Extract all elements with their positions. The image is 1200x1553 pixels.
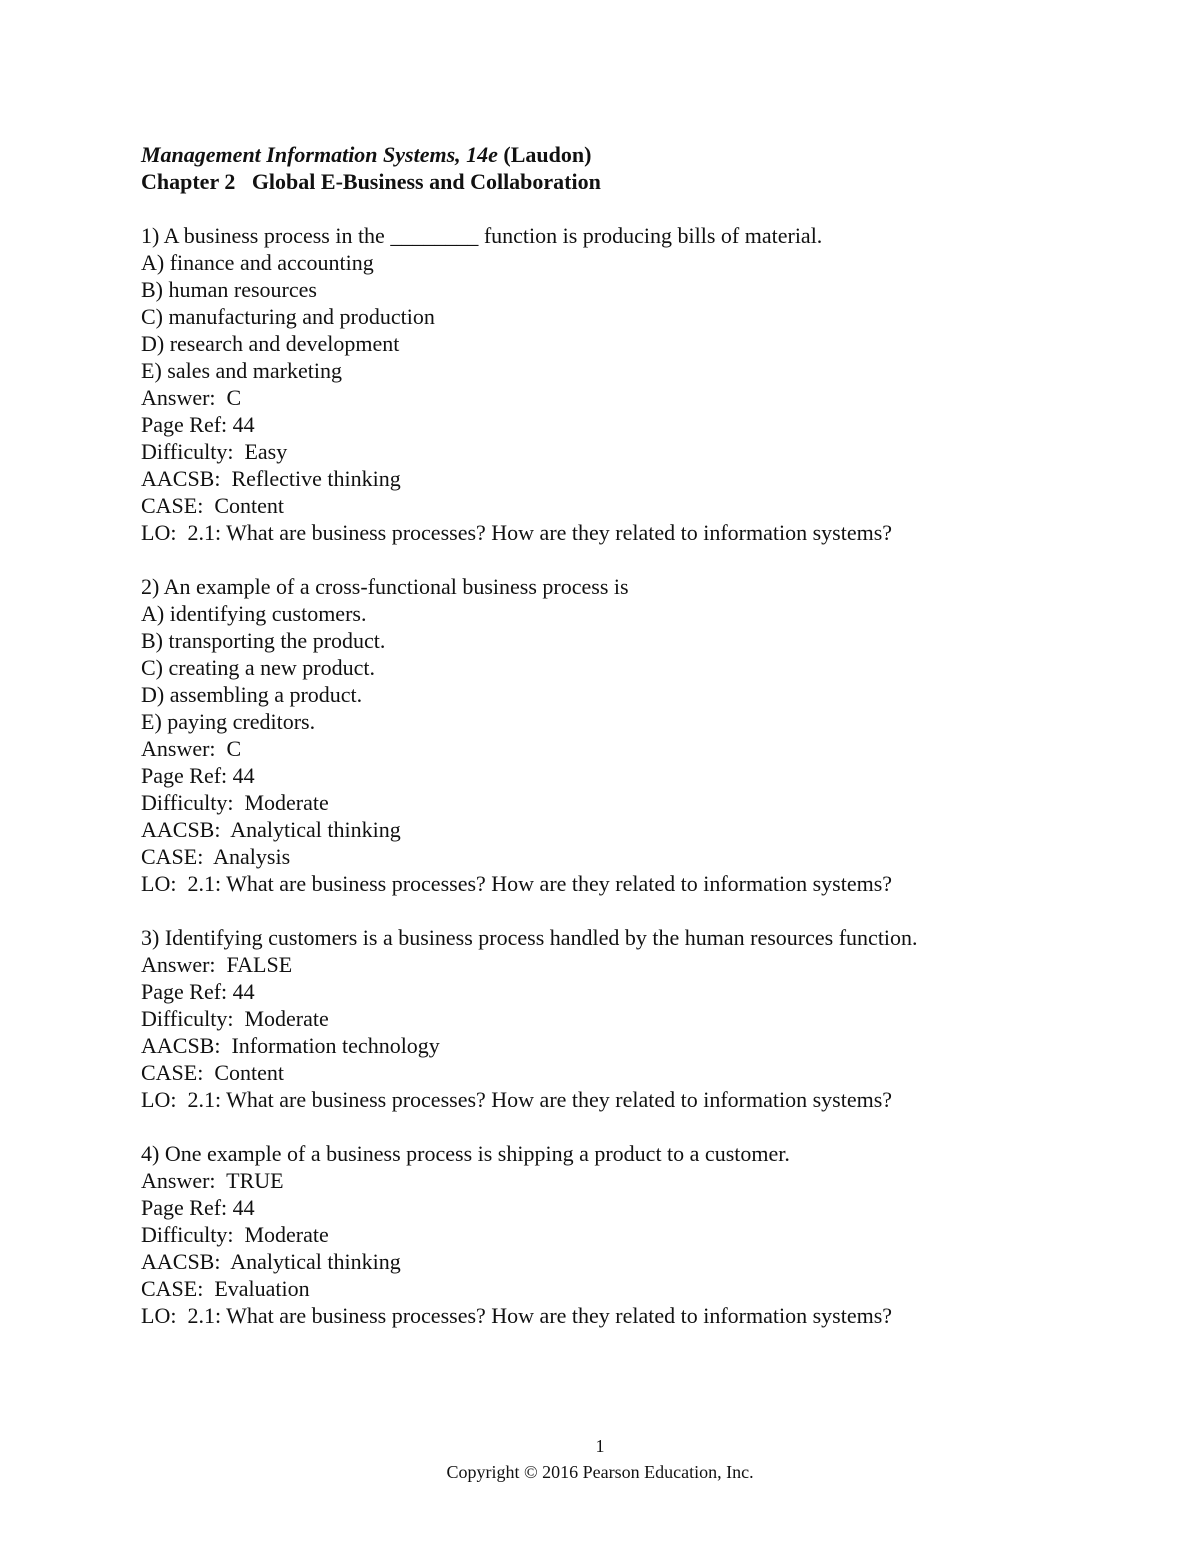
page-number: 1	[595, 1436, 605, 1456]
question-1	[141, 222, 1101, 546]
difficulty: Difficulty: Moderate	[141, 1006, 329, 1031]
book-title: Management Information Systems, 14e	[141, 142, 498, 167]
difficulty: Difficulty: Moderate	[141, 790, 329, 815]
spacer	[141, 546, 1101, 573]
question-2	[141, 573, 1101, 897]
chapter-title: Chapter 2 Global E-Business and Collaboration	[141, 169, 601, 194]
difficulty: Difficulty: Easy	[141, 439, 288, 464]
page-ref: Page Ref: 44	[141, 1195, 255, 1220]
question-4	[141, 1140, 1101, 1329]
answer-option: D) research and development	[141, 331, 400, 356]
answer-option: B) transporting the product.	[141, 628, 386, 653]
aacsb: AACSB: Information technology	[141, 1033, 440, 1058]
learning-objective: LO: 2.1: What are business processes? How are they related to information systems?	[141, 520, 893, 545]
answer-key: Answer: C	[141, 736, 242, 761]
case: CASE: Content	[141, 493, 285, 518]
answer-option: E) sales and marketing	[141, 358, 342, 383]
aacsb: AACSB: Analytical thinking	[141, 1249, 401, 1274]
question-stem: 2) An example of a cross-functional business process is	[141, 574, 629, 599]
answer-option: C) manufacturing and production	[141, 304, 435, 329]
question-stem: 1) A business process in the ________ function is producing bills of material.	[141, 223, 823, 248]
answer-option: D) assembling a product.	[141, 682, 363, 707]
case: CASE: Content	[141, 1060, 285, 1085]
book-author: (Laudon)	[503, 142, 592, 167]
learning-objective: LO: 2.1: What are business processes? How are they related to information systems?	[141, 1087, 893, 1112]
page-ref: Page Ref: 44	[141, 763, 255, 788]
learning-objective: LO: 2.1: What are business processes? How are they related to information systems?	[141, 871, 893, 896]
answer-key: Answer: C	[141, 385, 242, 410]
answer-key: Answer: TRUE	[141, 1168, 284, 1193]
answer-option: A) finance and accounting	[141, 250, 374, 275]
spacer	[141, 1113, 1101, 1140]
learning-objective: LO: 2.1: What are business processes? How are they related to information systems?	[141, 1303, 893, 1328]
answer-option: C) creating a new product.	[141, 655, 375, 680]
page-content	[141, 141, 1101, 1329]
case: CASE: Analysis	[141, 844, 291, 869]
case: CASE: Evaluation	[141, 1276, 310, 1301]
page-ref: Page Ref: 44	[141, 412, 255, 437]
answer-option: A) identifying customers.	[141, 601, 367, 626]
question-stem: 4) One example of a business process is shipping a product to a customer.	[141, 1141, 790, 1166]
spacer	[141, 195, 1101, 222]
difficulty: Difficulty: Moderate	[141, 1222, 329, 1247]
question-stem: 3) Identifying customers is a business process handled by the human resources function.	[141, 925, 918, 950]
spacer	[141, 897, 1101, 924]
question-3	[141, 924, 1101, 1113]
copyright-notice: Copyright © 2016 Pearson Education, Inc.	[446, 1462, 754, 1482]
page-ref: Page Ref: 44	[141, 979, 255, 1004]
aacsb: AACSB: Reflective thinking	[141, 466, 401, 491]
answer-key: Answer: FALSE	[141, 952, 293, 977]
answer-option: B) human resources	[141, 277, 317, 302]
aacsb: AACSB: Analytical thinking	[141, 817, 401, 842]
book-title-line	[141, 141, 1101, 168]
answer-option: E) paying creditors.	[141, 709, 316, 734]
